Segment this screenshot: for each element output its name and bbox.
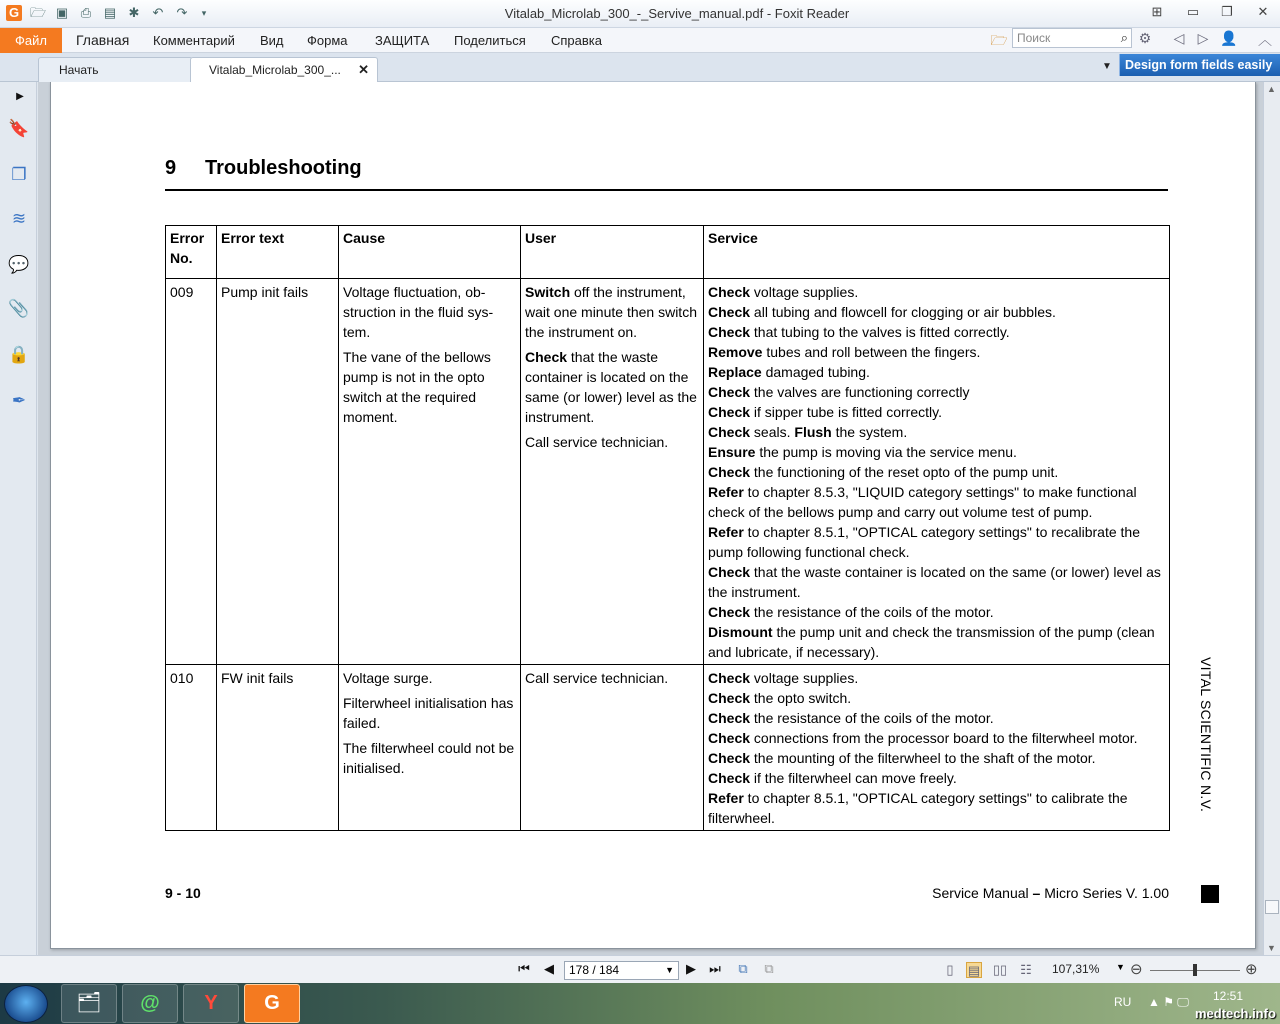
document-viewport[interactable]	[38, 82, 1263, 955]
scrollbar-thumb[interactable]	[1265, 900, 1279, 914]
search-placeholder: Поиск	[1017, 31, 1051, 45]
quick-access-dropdown-icon[interactable]: ▾	[201, 8, 207, 18]
find-folder-icon[interactable]: 🗁	[990, 32, 1008, 48]
title-bar	[0, 0, 1280, 28]
zoom-level[interactable]: 107,31%	[1052, 962, 1100, 976]
zoom-slider-thumb[interactable]	[1193, 964, 1197, 976]
menu-help[interactable]: Справка	[551, 33, 602, 48]
zoom-out-icon[interactable]: ⊖	[1130, 961, 1143, 978]
service-step: Check the resistance of the coils of the motor.	[708, 710, 994, 726]
menu-view[interactable]: Вид	[260, 33, 284, 48]
service-step: Check connections from the processor board to the filterwheel motor.	[708, 730, 1138, 746]
next-view-icon[interactable]: ▷	[1197, 30, 1209, 46]
publisher-side-text: VITAL SCIENTIFIC N.V.	[1198, 657, 1214, 813]
service-step: Check all tubing and flowcell for clogging or air bubbles.	[708, 304, 1056, 320]
table-row	[166, 665, 1170, 831]
scroll-up-icon[interactable]: ▲	[1267, 84, 1276, 94]
tab-list-dropdown-icon[interactable]: ▼	[1102, 61, 1112, 72]
previous-page-icon[interactable]: ◀	[544, 961, 554, 976]
next-page-icon[interactable]: ▶	[686, 961, 696, 976]
service-step: Replace damaged tubing.	[708, 364, 870, 380]
section-heading	[165, 157, 362, 180]
navigation-sidebar	[0, 82, 37, 955]
ribbon-display-icon[interactable]: ⊞	[1151, 4, 1163, 19]
service-step: Remove tubes and roll between the fingers.	[708, 344, 981, 360]
pdf-page	[50, 82, 1256, 949]
table-row	[166, 279, 1170, 665]
security-lock-icon[interactable]: 🔒	[8, 345, 30, 364]
service-step: Check the mounting of the filterwheel to the shaft of the motor.	[708, 750, 1096, 766]
cell-error-text: FW init fails	[217, 665, 339, 831]
cell-service	[704, 279, 1170, 665]
service-step: Check voltage supplies.	[708, 670, 859, 686]
input-language[interactable]: RU	[1114, 995, 1132, 1009]
service-step: Check voltage supplies.	[708, 284, 859, 300]
redo-icon[interactable]: ↷	[176, 5, 188, 20]
user-action: Call service technician.	[525, 670, 669, 686]
user-action: Switch off the instrument, wait one minute then switch the instrument on.	[525, 284, 697, 340]
service-step: Refer to chapter 8.5.3, "LIQUID category settings" to make functional check of the bellows pump and carry out volume test of pump.	[708, 484, 1137, 520]
heading-rule	[165, 189, 1168, 191]
header-error-no: Error No.	[166, 226, 217, 279]
header-error-text: Error text	[217, 226, 339, 279]
undo-icon[interactable]: ↶	[152, 5, 164, 20]
close-button[interactable]: ✕	[1257, 4, 1269, 19]
continuous-facing-view-icon[interactable]: ☷	[1020, 962, 1032, 977]
cell-cause	[339, 279, 521, 665]
service-step: Check the opto switch.	[708, 690, 852, 706]
menu-comment[interactable]: Комментарий	[153, 33, 235, 48]
open-folder-icon[interactable]: 🗁	[30, 5, 47, 20]
attachments-icon[interactable]: 📎	[8, 299, 30, 318]
start-button[interactable]	[4, 985, 48, 1023]
user-account-icon[interactable]: 👤	[1220, 30, 1238, 46]
tab-start[interactable]	[38, 57, 193, 82]
menu-home[interactable]: Главная	[76, 32, 130, 48]
footer-marker	[1201, 885, 1219, 903]
cell-cause	[339, 665, 521, 831]
foxit-logo-icon[interactable]: G	[6, 5, 22, 21]
header-service: Service	[704, 226, 1170, 279]
troubleshooting-table	[165, 225, 1170, 831]
print-icon[interactable]: ⎙	[80, 5, 92, 20]
previous-view-icon[interactable]: ◁	[1173, 30, 1185, 46]
promo-banner[interactable]: Design form fields easily	[1119, 54, 1280, 76]
service-step: Check seals. Flush the system.	[708, 424, 908, 440]
cell-error-no: 009	[166, 279, 217, 665]
cause-text: Voltage fluctuation, ob-struction in the fluid sys-tem.	[343, 284, 494, 340]
cell-service	[704, 665, 1170, 831]
status-bar	[0, 955, 1280, 983]
service-step: Check that tubing to the valves is fitted correctly.	[708, 324, 1010, 340]
yandex-browser-taskbar-icon[interactable]: Y	[183, 984, 239, 1023]
cell-error-no: 010	[166, 665, 217, 831]
menu-form[interactable]: Форма	[307, 33, 348, 48]
search-icon[interactable]: ⌕	[1120, 30, 1128, 45]
mail-agent-taskbar-icon[interactable]: @	[122, 984, 178, 1023]
header-cause: Cause	[339, 226, 521, 279]
single-page-view-icon[interactable]: ▯	[946, 962, 954, 977]
facing-view-icon[interactable]: ▯▯	[992, 962, 1008, 977]
previous-view-page-icon[interactable]: ⧉	[738, 961, 748, 976]
tab-document-label: Vitalab_Microlab_300_...	[209, 63, 341, 77]
search-input[interactable]	[1012, 28, 1132, 48]
cause-text: The vane of the bellows pump is not in the opto switch at the required moment.	[343, 349, 491, 425]
section-title: Troubleshooting	[205, 157, 362, 179]
service-step: Dismount the pump unit and check the transmission of the pump (clean and lubricate, if necessary).	[708, 624, 1155, 660]
service-step: Refer to chapter 8.5.1, "OPTICAL category settings" to calibrate the filterwheel.	[708, 790, 1128, 826]
document-tab-bar	[0, 53, 1280, 82]
service-step: Check the functioning of the reset opto of the pump unit.	[708, 464, 1059, 480]
tab-close-icon[interactable]: ✕	[358, 62, 369, 77]
next-view-page-icon[interactable]: ⧉	[764, 961, 774, 976]
restore-button[interactable]: ❐	[1221, 4, 1233, 19]
scroll-down-icon[interactable]: ▼	[1267, 943, 1276, 953]
cell-user	[521, 665, 704, 831]
service-step: Refer to chapter 8.5.1, "OPTICAL category settings" to recalibrate the pump following functional check.	[708, 524, 1140, 560]
page-dropdown-icon[interactable]: ▼	[665, 965, 674, 975]
service-step: Check the resistance of the coils of the motor.	[708, 604, 994, 620]
continuous-view-icon[interactable]: ▤	[967, 963, 981, 978]
cause-text: Voltage surge.	[343, 670, 433, 686]
cell-user	[521, 279, 704, 665]
tray-icons[interactable]: ▲ ⚑ 🖵	[1148, 995, 1189, 1009]
settings-gear-icon[interactable]: ⚙	[1138, 30, 1152, 46]
bookmark-icon[interactable]: 🔖	[8, 119, 30, 138]
window-title: Vitalab_Microlab_300_-_Servive_manual.pdf - Foxit Reader	[504, 6, 850, 21]
layers-icon[interactable]: ≋	[11, 209, 27, 228]
zoom-dropdown-icon[interactable]: ▼	[1116, 962, 1125, 972]
minimize-button[interactable]: ▭	[1186, 4, 1200, 19]
page-number-field[interactable]: 178 / 184 ▼	[564, 961, 679, 980]
table-header-row	[166, 226, 1170, 279]
properties-icon[interactable]: ▤	[103, 5, 117, 20]
signature-pen-icon[interactable]: ✒	[11, 391, 27, 410]
first-page-icon[interactable]: ⏮	[518, 961, 530, 976]
cause-text: Filterwheel initialisation has failed.	[343, 695, 514, 731]
ribbon-collapse-icon[interactable]: ︿	[1258, 32, 1272, 48]
user-action: Call service technician.	[525, 434, 669, 450]
tab-document[interactable]	[190, 57, 378, 82]
menu-share[interactable]: Поделиться	[454, 33, 526, 48]
header-user: User	[521, 226, 704, 279]
page-number-footer: 9 - 10	[165, 885, 201, 901]
windows-taskbar	[0, 983, 1280, 1024]
menu-protect[interactable]: ЗАЩИТА	[375, 33, 430, 48]
user-action: Check that the waste container is located on the same (or lower) level as the instrument.	[525, 349, 697, 425]
service-step: Ensure the pump is moving via the service menu.	[708, 444, 1017, 460]
service-step: Check if sipper tube is fitted correctly.	[708, 404, 942, 420]
pages-icon[interactable]: ❐	[11, 165, 27, 184]
service-step: Check the valves are functioning correctly	[708, 384, 970, 400]
file-tab[interactable]: Файл	[0, 28, 62, 53]
service-step: Check if the filterwheel can move freely.	[708, 770, 957, 786]
service-step: Check that the waste container is located on the same (or lower) level as the instrument.	[708, 564, 1161, 600]
zoom-in-icon[interactable]: ⊕	[1245, 961, 1258, 978]
watermark: medtech.info	[1195, 1006, 1276, 1021]
clock[interactable]: 12:51	[1212, 989, 1244, 1003]
ribbon-menu	[0, 28, 1280, 53]
expand-panel-icon[interactable]: ▶	[16, 91, 24, 102]
comments-icon[interactable]: 💬	[8, 255, 30, 274]
vertical-scrollbar[interactable]	[1263, 82, 1280, 955]
explorer-taskbar-icon[interactable]: 🗂	[61, 984, 117, 1023]
section-number: 9	[165, 157, 177, 179]
save-icon[interactable]: ▣	[55, 5, 69, 20]
last-page-icon[interactable]: ⏭	[709, 961, 721, 976]
cell-error-text: Pump init fails	[217, 279, 339, 665]
new-document-icon[interactable]: ✱	[128, 5, 140, 20]
cause-text: The filterwheel could not be initialised.	[343, 740, 515, 776]
tab-start-label: Начать	[59, 63, 99, 77]
manual-footer: Service Manual – Micro Series V. 1.00	[932, 885, 1169, 901]
foxit-reader-taskbar-icon[interactable]: G	[244, 984, 300, 1023]
